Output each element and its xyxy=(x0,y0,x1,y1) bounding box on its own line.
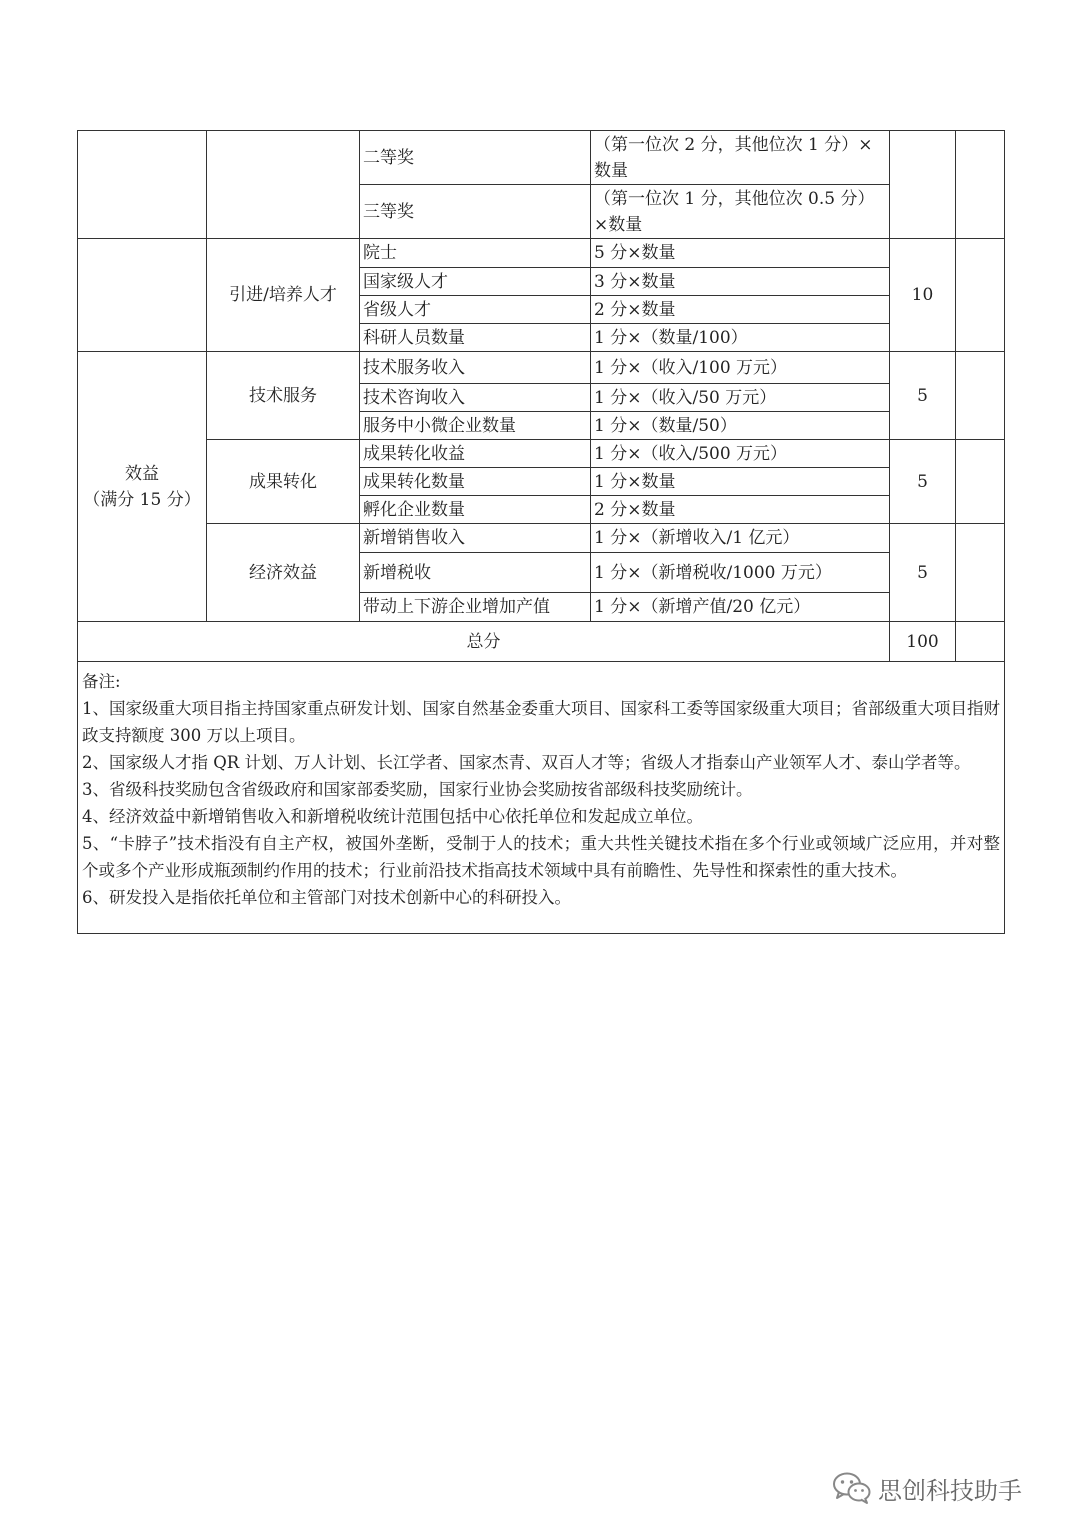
note-line: 3、省级科技奖励包含省级政府和国家部委奖励，国家行业协会奖励按省部级科技奖励统计。 xyxy=(82,780,753,799)
item-cell: 科研人员数量 xyxy=(360,324,591,352)
formula-cell: 2 分×数量 xyxy=(591,496,890,524)
note-line: 5、“卡脖子”技术指没有自主产权，被国外垄断，受制于人的技术；重大共性关键技术指在多个行业或领域广泛应用，并对整个或多个产业形成瓶颈制约作用的技术；行业前沿技术指高技术领域中具有前瞻性、先导性和探索性的重大技术。 xyxy=(82,834,1000,880)
empty-cell xyxy=(956,440,1005,524)
formula-cell: 1 分×（收入/100 万元） xyxy=(591,352,890,384)
item-cell: 成果转化收益 xyxy=(360,440,591,468)
formula-cell: 1 分×（新增产值/20 亿元） xyxy=(591,593,890,622)
item-cell: 院士 xyxy=(360,239,591,268)
formula-cell: （第一位次 1 分，其他位次 0.5 分）×数量 xyxy=(591,185,890,239)
wechat-icon xyxy=(832,1471,872,1505)
formula-cell: 2 分×数量 xyxy=(591,296,890,324)
table-row xyxy=(78,131,1005,185)
item-cell: 带动上下游企业增加产值 xyxy=(360,593,591,622)
item-cell: 省级人才 xyxy=(360,296,591,324)
score-cell: 5 xyxy=(890,440,956,524)
score-cell xyxy=(890,131,956,239)
benefit-label: 效益 xyxy=(125,463,159,484)
formula-cell: 5 分×数量 xyxy=(591,239,890,268)
table-row xyxy=(78,239,1005,268)
notes-row xyxy=(78,662,1005,934)
benefit-label-cell xyxy=(78,352,207,622)
empty-cell xyxy=(956,622,1005,662)
item-cell: 技术服务收入 xyxy=(360,352,591,384)
empty-cell xyxy=(78,131,207,239)
score-cell: 5 xyxy=(890,352,956,440)
formula-cell: 1 分×（收入/50 万元） xyxy=(591,384,890,412)
note-line: 6、研发投入是指依托单位和主管部门对技术创新中心的科研投入。 xyxy=(82,888,571,907)
group-category: 成果转化 xyxy=(207,440,360,524)
formula-cell: 1 分×（新增税收/1000 万元） xyxy=(591,553,890,593)
note-line: 4、经济效益中新增销售收入和新增税收统计范围包括中心依托单位和发起成立单位。 xyxy=(82,807,703,826)
watermark-text: 思创科技助手 xyxy=(878,1476,1022,1505)
formula-cell: 1 分×（数量/100） xyxy=(591,324,890,352)
notes-cell xyxy=(78,662,1005,934)
formula-cell: 3 分×数量 xyxy=(591,268,890,296)
empty-cell xyxy=(78,239,207,352)
group-category: 技术服务 xyxy=(207,352,360,440)
formula-cell: 1 分×（数量/50） xyxy=(591,412,890,440)
item-cell: 孵化企业数量 xyxy=(360,496,591,524)
note-line: 2、国家级人才指 QR 计划、万人计划、长江学者、国家杰青、双百人才等；省级人才指泰山产业领军人才、泰山学者等。 xyxy=(82,753,971,772)
item-cell: 新增销售收入 xyxy=(360,524,591,553)
note-line: 1、国家级重大项目指主持国家重点研发计划、国家自然基金委重大项目、国家科工委等国家级重大项目；省部级重大项目指财政支持额度 300 万以上项目。 xyxy=(82,699,1000,745)
formula-cell: （第一位次 2 分，其他位次 1 分）×数量 xyxy=(591,131,890,185)
table-row xyxy=(78,440,1005,468)
empty-cell xyxy=(207,131,360,239)
formula-cell: 1 分×（新增收入/1 亿元） xyxy=(591,524,890,553)
item-cell: 三等奖 xyxy=(360,185,591,239)
empty-cell xyxy=(956,131,1005,239)
total-label: 总分 xyxy=(78,622,890,662)
empty-cell xyxy=(956,239,1005,352)
empty-cell xyxy=(956,524,1005,622)
total-row xyxy=(78,622,1005,662)
item-cell: 新增税收 xyxy=(360,553,591,593)
item-cell: 技术咨询收入 xyxy=(360,384,591,412)
group-category: 经济效益 xyxy=(207,524,360,622)
evaluation-table xyxy=(77,130,1005,934)
empty-cell xyxy=(956,352,1005,440)
item-cell: 成果转化数量 xyxy=(360,468,591,496)
score-cell: 5 xyxy=(890,524,956,622)
benefit-sublabel: （满分 15 分） xyxy=(83,489,201,510)
table-row xyxy=(78,352,1005,384)
notes-title: 备注: xyxy=(82,672,121,691)
table-row xyxy=(78,524,1005,553)
total-score: 100 xyxy=(890,622,956,662)
formula-cell: 1 分×（收入/500 万元） xyxy=(591,440,890,468)
talent-category: 引进/培养人才 xyxy=(207,239,360,352)
score-cell: 10 xyxy=(890,239,956,352)
formula-cell: 1 分×数量 xyxy=(591,468,890,496)
watermark xyxy=(832,1468,1022,1508)
item-cell: 二等奖 xyxy=(360,131,591,185)
item-cell: 服务中小微企业数量 xyxy=(360,412,591,440)
item-cell: 国家级人才 xyxy=(360,268,591,296)
